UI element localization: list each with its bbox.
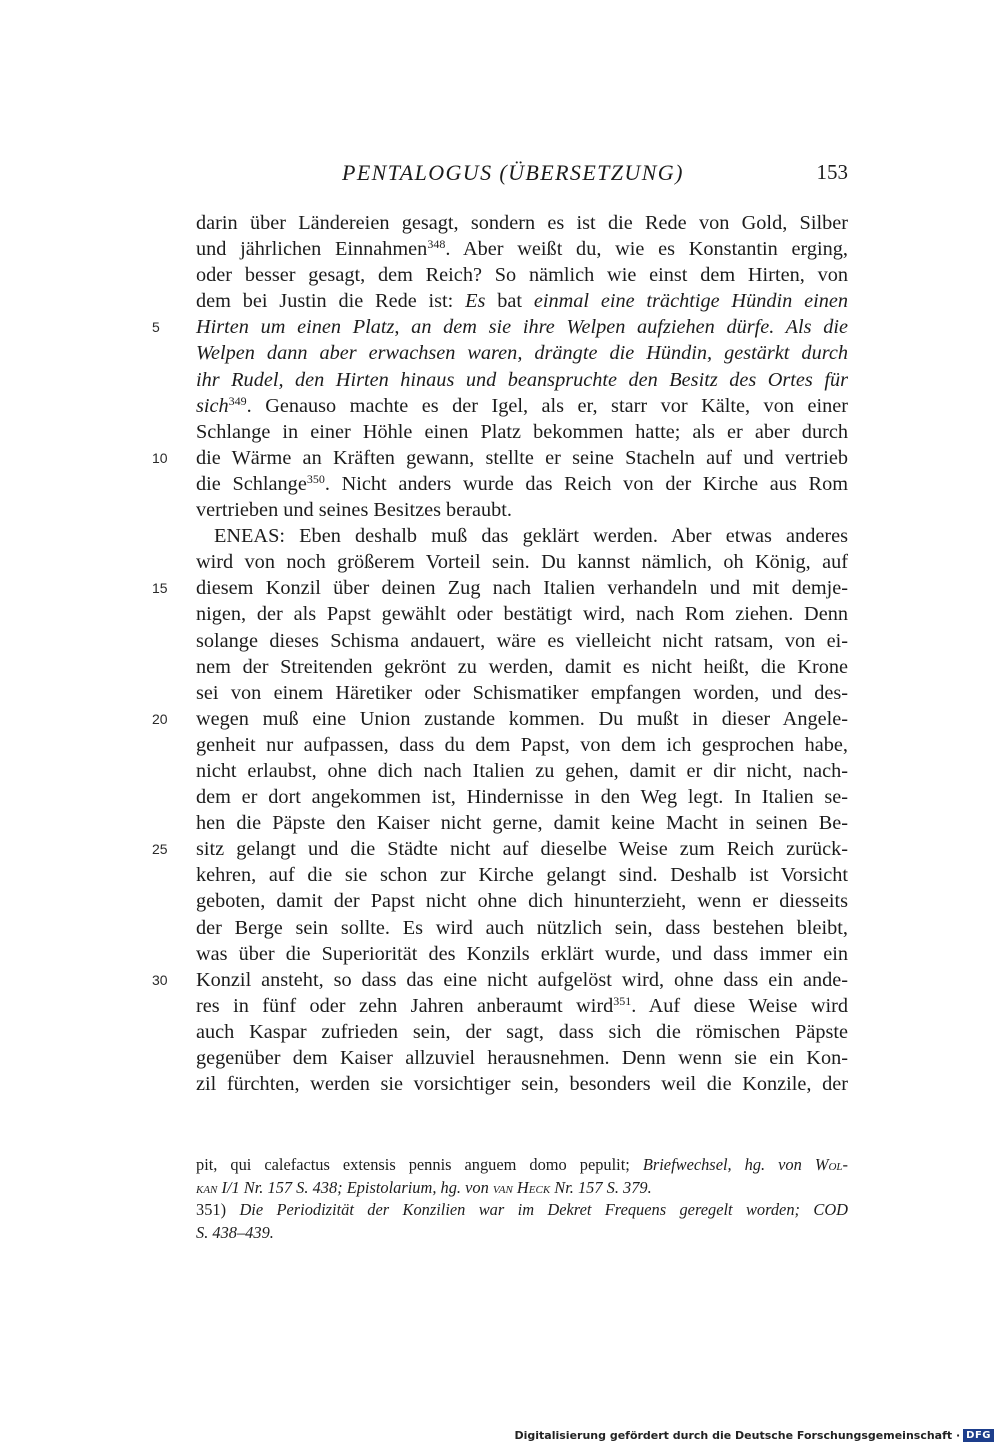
funding-text: Digitalisierung gefördert durch die Deutsche Forschungsgemeinschaft · xyxy=(514,1429,961,1442)
text-line xyxy=(196,1019,848,1045)
line-text: darin über Ländereien gesagt, sondern es ist die Rede von Gold, Silber xyxy=(196,212,848,234)
line-text: kehren, auf die sie schon zur Kirche gelangt sind. Deshalb ist Vorsicht xyxy=(196,864,848,887)
running-title: PENTALOGUS (ÜBERSETZUNG) xyxy=(342,160,684,185)
line-number: 15 xyxy=(152,580,168,597)
line-text: gegenüber dem Kaiser allzuviel herausnehmen. Denn wenn sie ein Kon- xyxy=(196,1047,848,1069)
line-text: dem er dort angekommen ist, Hindernisse in den Weg legt. In Italien se- xyxy=(196,786,848,809)
line-text: der Berge sein sollte. Es wird auch nützlich sein, dass bestehen bleibt, xyxy=(196,916,848,939)
text-line xyxy=(196,1045,848,1071)
line-text: sitz gelangt und die Städte nicht auf dieselbe Weise zum Reich zurück- xyxy=(196,838,848,861)
text-line xyxy=(152,314,849,340)
text-line xyxy=(196,497,848,523)
footnote-text: pit, qui calefactus extensis pennis anguem domo pepulit; Briefwechsel, hg. von Wol- xyxy=(196,1155,848,1174)
line-text: sei von einem Häretiker oder Schismatiker empfangen worden, und des- xyxy=(196,681,848,704)
text-line xyxy=(196,1071,848,1097)
funding-note xyxy=(514,1429,994,1442)
text-line xyxy=(196,628,848,654)
line-text: genheit nur aufpassen, dass du dem Papst, von dem ich gesprochen habe, xyxy=(196,733,848,756)
line-text: wegen muß eine Union zustande kommen. Du mußt in dieser Angele- xyxy=(196,707,848,730)
footnote-line xyxy=(196,1199,848,1222)
text-line xyxy=(196,210,848,236)
text-line xyxy=(196,523,848,549)
footnote-text: kan I/1 Nr. 157 S. 438; Epistolarium, hg. von van Heck Nr. 157 S. 379. xyxy=(196,1177,652,1197)
text-line xyxy=(196,915,848,941)
text-line xyxy=(196,393,848,419)
line-text: ihr Rudel, den Hirten hinaus und beanspruchte den Besitz des Ortes für xyxy=(196,368,848,391)
text-line xyxy=(196,471,848,497)
dfg-logo: DFG xyxy=(963,1429,994,1442)
footnote-line xyxy=(196,1177,848,1200)
line-text: auch Kaspar zufrieden sein, der sagt, dass sich die römischen Päpste xyxy=(196,1020,848,1043)
text-line xyxy=(196,810,848,836)
text-line xyxy=(196,367,848,393)
text-line xyxy=(196,601,848,627)
line-text: nem der Streitenden gekrönt zu werden, damit es nicht heißt, die Krone xyxy=(196,655,848,678)
text-line xyxy=(152,706,848,732)
footnote-line xyxy=(196,1222,848,1245)
text-line xyxy=(196,549,848,575)
footnotes xyxy=(196,1154,848,1244)
line-text: sich$^{349}$. Genauso machte es der Igel, als er, starr vor Kälte, von einer xyxy=(196,393,848,417)
text-line xyxy=(196,236,848,262)
body-text xyxy=(152,210,849,1097)
line-number: 20 xyxy=(152,710,168,727)
text-line xyxy=(196,419,848,445)
text-line xyxy=(196,680,848,706)
line-text: Schlange in einer Höhle einen Platz bekommen hatte; als er aber durch xyxy=(196,420,848,443)
text-line xyxy=(196,993,848,1019)
line-text: wird von noch größerem Vorteil sein. Du kannst nämlich, oh König, auf xyxy=(196,551,848,574)
text-line xyxy=(196,862,848,888)
text-line xyxy=(196,288,848,314)
line-number: 25 xyxy=(152,841,168,858)
page-header xyxy=(196,160,848,196)
line-text: geboten, damit der Papst nicht ohne dich hinunterzieht, wenn er diesseits xyxy=(196,890,848,913)
line-text: Konzil ansteht, so dass das eine nicht aufgelöst wird, ohne dass ein ande- xyxy=(196,968,848,991)
footnote-text: 351) Die Periodizität der Konzilien war im Dekret Frequens geregelt worden; COD xyxy=(196,1200,848,1219)
text-line xyxy=(196,732,848,758)
text-line xyxy=(152,575,848,601)
line-text: vertrieben und seines Besitzes beraubt. xyxy=(196,499,512,522)
footnote-line xyxy=(196,1154,848,1177)
text-line xyxy=(196,888,848,914)
line-number: 30 xyxy=(152,971,168,988)
line-text: Welpen dann aber erwachsen waren, drängte die Hündin, gestärkt durch xyxy=(196,342,848,365)
text-line xyxy=(196,941,848,967)
line-text: hen die Päpste den Kaiser nicht gerne, damit keine Macht in seinen Be- xyxy=(196,812,848,835)
line-text: zil fürchten, werden sie vorsichtiger sein, besonders weil die Konzile, der xyxy=(196,1073,848,1096)
line-text: nigen, der als Papst gewählt oder bestätigt wird, nach Rom ziehen. Denn xyxy=(196,603,848,626)
line-text: res in fünf oder zehn Jahren anberaumt wird$^{351}$. Auf diese Weise wird xyxy=(196,993,848,1017)
line-number: 10 xyxy=(152,449,168,466)
text-line xyxy=(152,836,848,862)
text-line xyxy=(196,340,848,366)
line-text: ENEAS: Eben deshalb muß das geklärt werden. Aber etwas anderes xyxy=(214,525,848,548)
line-text: was über die Superiorität des Konzils erklärt wurde, und dass immer ein xyxy=(196,942,848,965)
line-text: solange dieses Schisma andauert, wäre es vielleicht nicht ratsam, von ei- xyxy=(196,629,848,652)
line-number: 5 xyxy=(152,319,160,336)
text-line xyxy=(152,445,848,471)
line-text: Hirten um einen Platz, an dem sie ihre Welpen aufziehen dürfe. Als die xyxy=(196,316,849,339)
line-text: die Wärme an Kräften gewann, stellte er seine Stacheln auf und vertrieb xyxy=(196,446,848,469)
text-line xyxy=(196,784,848,810)
text-line xyxy=(196,654,848,680)
line-text: oder besser gesagt, dem Reich? So nämlich wie einst dem Hirten, von xyxy=(196,264,848,287)
line-text: nicht erlaubst, ohne dich nach Italien zu gehen, damit er dir nicht, nach- xyxy=(196,759,848,782)
text-line xyxy=(196,262,848,288)
text-line xyxy=(196,758,848,784)
text-line xyxy=(152,967,848,993)
line-text: dem bei Justin die Rede ist: Es bat einmal eine trächtige Hündin einen xyxy=(196,290,849,313)
footnote-text: S. 438–439. xyxy=(196,1222,274,1242)
page-number: 153 xyxy=(816,160,848,184)
line-text: diesem Konzil über deinen Zug nach Italien verhandeln und mit demje- xyxy=(196,577,848,600)
line-text: die Schlange$^{350}$. Nicht anders wurde das Reich von der Kirche aus Rom xyxy=(196,471,848,495)
line-text: und jährlichen Einnahmen$^{348}$. Aber weißt du, wie es Konstantin erging, xyxy=(196,237,848,261)
